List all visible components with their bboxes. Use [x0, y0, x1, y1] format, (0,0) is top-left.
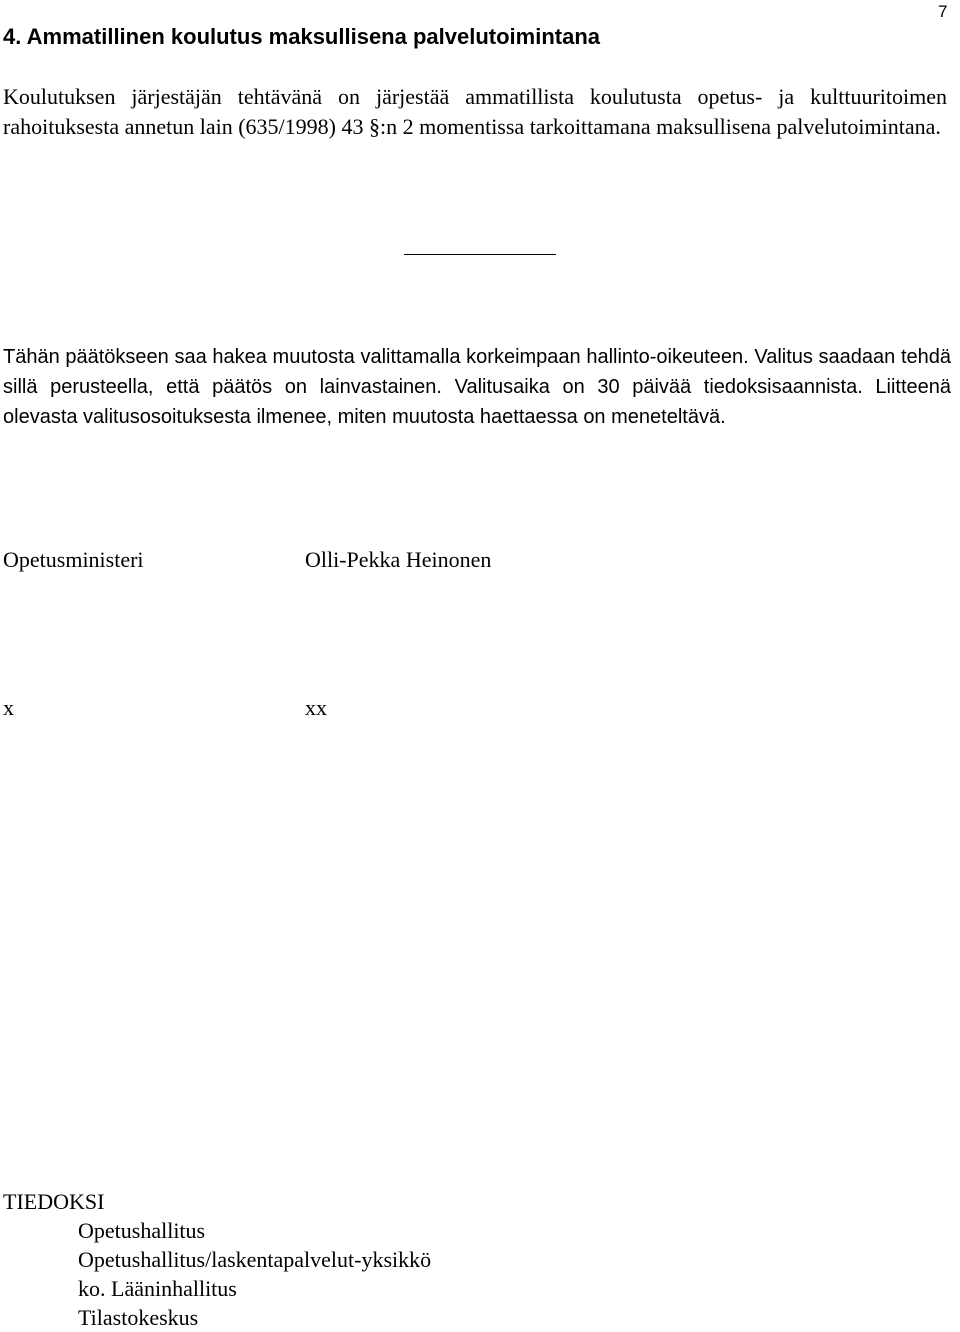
- section-divider: [404, 254, 556, 255]
- section-heading: 4. Ammatillinen koulutus maksullisena palvelutoimintana: [3, 24, 600, 49]
- signatory-name: Olli-Pekka Heinonen: [305, 547, 492, 572]
- distribution-list: [78, 1216, 431, 1332]
- distribution-recipient: ko. Lääninhallitus: [78, 1276, 237, 1301]
- distribution-recipient: Tilastokeskus: [78, 1305, 199, 1330]
- page-number: 7: [938, 2, 948, 21]
- paragraph-payment-service: Koulutuksen järjestäjän tehtävänä on järjestää ammatillista koulutusta opetus- ja kulttuuritoimen rahoituksesta annetun lain (635/1998) 43 §:n 2 momentissa tarkoittamana maksullisena palvelutoimintana.: [3, 84, 947, 139]
- placeholder-right: xx: [305, 695, 327, 720]
- distribution-recipient: Opetushallitus: [78, 1218, 206, 1243]
- signatory-title: Opetusministeri: [3, 547, 144, 572]
- paragraph-appeal-instructions: Tähän päätökseen saa hakea muutosta valittamalla korkeimpaan hallinto-oikeuteen. Valitus saadaan tehdä sillä perusteella, että päätös on lainvastainen. Valitusaika on 30 päivää tiedoksisaannista. Liitteenä olevasta valitusosoituksesta ilmenee, miten muutosta haettaessa on meneteltävä.: [3, 346, 951, 428]
- placeholder-left: x: [3, 695, 14, 720]
- distribution-label: TIEDOKSI: [3, 1189, 105, 1214]
- distribution-recipient: Opetushallitus/laskentapalvelut-yksikkö: [78, 1247, 432, 1272]
